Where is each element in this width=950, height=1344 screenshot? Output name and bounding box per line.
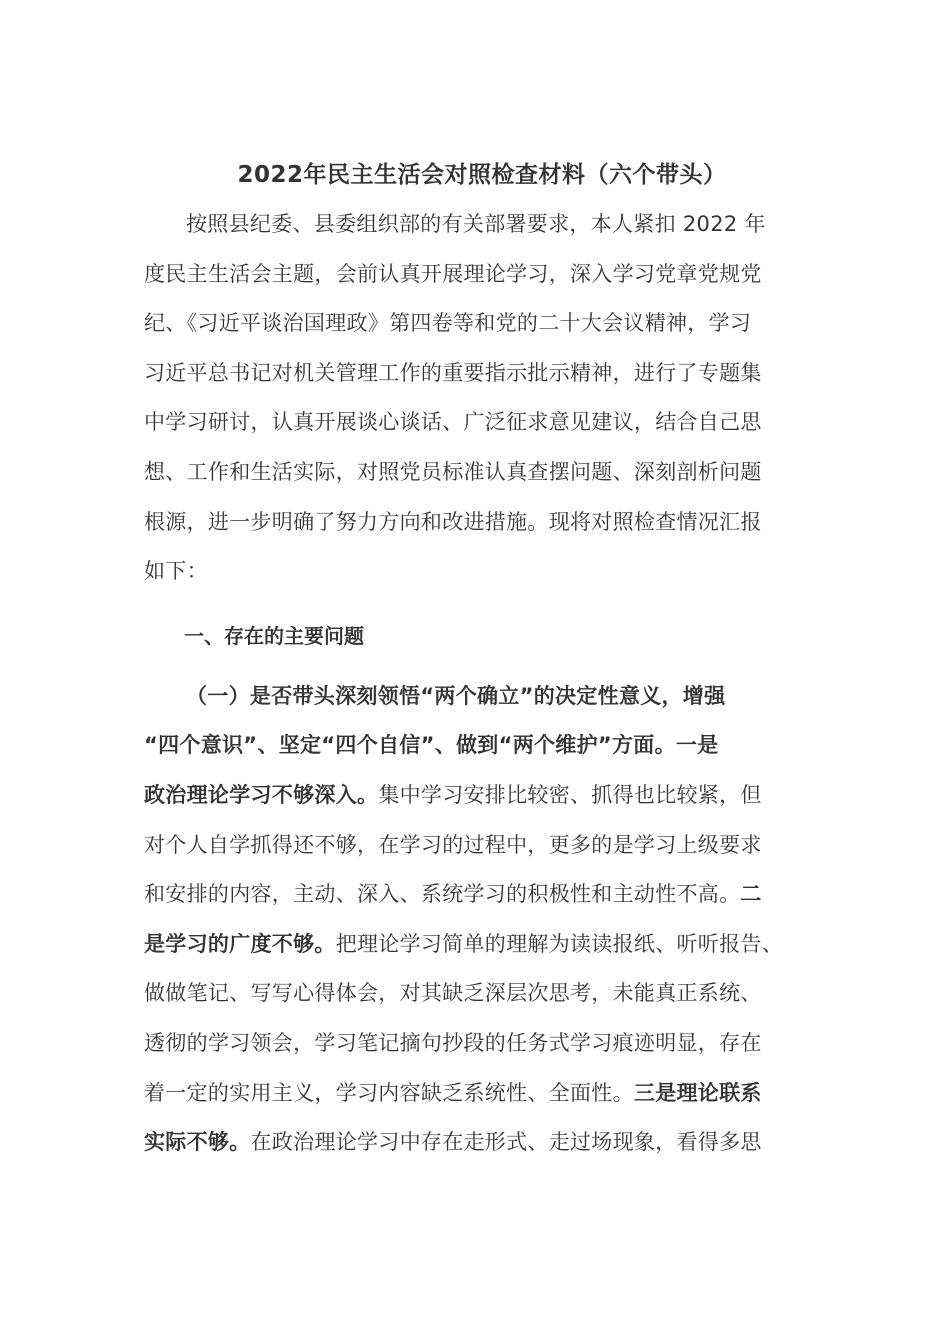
body-text: 在政治理论学习中存在走形式、走过场现象，看得多思 <box>250 1130 762 1155</box>
intro-line: 中学习研讨，认真开展谈心谈话、广泛征求意见建议，结合自己思 <box>144 410 762 435</box>
body-text: 把理论学习简单的理解为读读报纸、听听报告、 <box>335 931 784 956</box>
paragraph-line <box>144 721 820 771</box>
paragraph-line <box>144 920 820 970</box>
intro-line: 纪、《习近平谈治国理政》第四卷等和党的二十大会议精神，学习 <box>144 311 752 336</box>
intro-line: 想、工作和生活实际，对照党员标准认真查摆问题、深刻剖析问题 <box>144 459 762 484</box>
intro-line: 根源，进一步明确了努力方向和改进措施。现将对照检查情况汇报 <box>144 509 762 534</box>
body-text: 和安排的内容，主动、深入、系统学习的积极性和主动性不高。 <box>144 882 741 907</box>
body-text: 着一定的实用主义，学习内容缺乏系统性、全面性。 <box>144 1080 634 1105</box>
bold-text: 实际不够。 <box>144 1130 251 1155</box>
bold-text: “四个意识”、坚定“四个自信”、做到“两个维护”方面。一是 <box>144 733 719 758</box>
intro-line: 按照县纪委、县委组织部的有关部署要求，本人紧扣 2022 年 <box>186 212 766 236</box>
bold-text: 二 <box>740 882 762 907</box>
document-page <box>144 150 820 1168</box>
section-heading: 一、存在的主要问题 <box>184 623 364 648</box>
paragraph-line <box>144 1118 820 1168</box>
document-title: 2022年民主生活会对照检查材料（六个带头） <box>237 162 727 188</box>
subsection-paragraph <box>144 672 820 1168</box>
bold-text: 三是理论联系 <box>633 1080 762 1105</box>
paragraph-line <box>144 672 820 722</box>
body-text: 对个人自学抓得还不够，在学习的过程中，更多的是学习上级要求 <box>144 832 762 857</box>
bold-text: （一）是否带头深刻领悟“两个确立”的决定性意义，增强 <box>186 683 726 708</box>
intro-paragraph <box>144 200 820 597</box>
body-text: 做做笔记、写写心得体会，对其缺乏深层次思考，未能真正系统、 <box>144 981 762 1006</box>
paragraph-line <box>144 969 820 1019</box>
paragraph-line <box>144 821 820 871</box>
intro-line: 度民主生活会主题，会前认真开展理论学习，深入学习党章党规党 <box>144 261 762 286</box>
paragraph-line <box>144 1069 820 1119</box>
body-text: 集中学习安排比较密、抓得也比较紧，但 <box>378 782 762 807</box>
bold-text: 政治理论学习不够深入。 <box>144 782 379 807</box>
intro-line: 如下： <box>144 559 208 584</box>
bold-text: 是学习的广度不够。 <box>144 931 336 956</box>
body-text: 透彻的学习领会，学习笔记摘句抄段的任务式学习痕迹明显，存在 <box>144 1030 762 1055</box>
intro-line: 习近平总书记对机关管理工作的重要指示批示精神，进行了专题集 <box>144 360 762 385</box>
paragraph-line <box>144 771 820 821</box>
paragraph-line <box>144 870 820 920</box>
paragraph-line <box>144 1019 820 1069</box>
